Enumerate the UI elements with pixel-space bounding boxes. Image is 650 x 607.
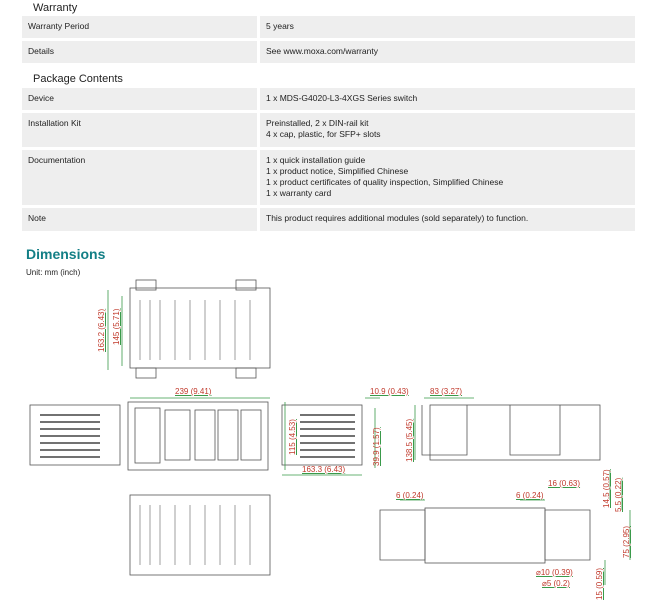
dim-label: 239 (9.41) [175,387,212,396]
dimension-lines [108,290,630,585]
dim-label: 163.2 (6.43) [97,308,106,352]
row-label: Details [22,41,257,63]
dim-label: ⌀5 (0.2) [542,579,570,588]
value-line: 1 x product notice, Simplified Chinese [266,166,409,176]
row-label: Warranty Period [22,16,257,38]
din-rail-view [380,508,590,563]
dim-label: 145 (5.71) [112,308,121,345]
value-line: 4 x cap, plastic, for SFP+ slots [266,129,381,139]
front-view [128,402,268,470]
dim-label: ⌀10 (0.39) [536,568,573,577]
row-label: Installation Kit [22,113,257,147]
row-value: See www.moxa.com/warranty [260,41,635,63]
row-label: Note [22,208,257,231]
side-view-left [30,405,120,465]
dim-label: 14.5 (0.57) [602,469,611,508]
row-value: 5 years [260,16,635,38]
package-heading: Package Contents [33,73,123,85]
dim-label: 16 (0.63) [548,479,581,488]
dim-label: 5.5 (0.22) [614,477,623,512]
unit-label: Unit: mm (inch) [26,268,81,277]
dim-label: 163.3 (6.43) [302,465,346,474]
dim-label: 15 (0.59) [595,567,604,600]
warranty-heading: Warranty [33,2,78,14]
dim-label: 6 (0.24) [516,491,544,500]
dim-label: 75 (2.95) [622,525,631,558]
dim-label: 39.9 (1.57) [372,427,381,466]
value-line: 1 x product certificates of quality inspection, Simplified Chinese [266,177,504,187]
top-view [130,280,270,378]
value-line: This product requires additional modules (sold separately) to function. [266,213,529,223]
dim-label: 10.9 (0.43) [370,387,409,396]
dim-label: 138.5 (5.45) [405,418,414,462]
dimensions-heading: Dimensions [26,246,106,262]
dim-label: 83 (3.27) [430,387,463,396]
bottom-view [130,495,270,575]
dim-label: 6 (0.24) [396,491,424,500]
value-line: 1 x warranty card [266,188,332,198]
value-line: 1 x quick installation guide [266,155,366,165]
dim-label: 115 (4.53) [288,419,297,455]
rear-view [422,405,600,460]
row-label: Device [22,88,257,110]
value-line: 1 x MDS-G4020-L3-4XGS Series switch [266,93,418,103]
row-label: Documentation [22,150,257,205]
value-line: Preinstalled, 2 x DIN-rail kit [266,118,369,128]
